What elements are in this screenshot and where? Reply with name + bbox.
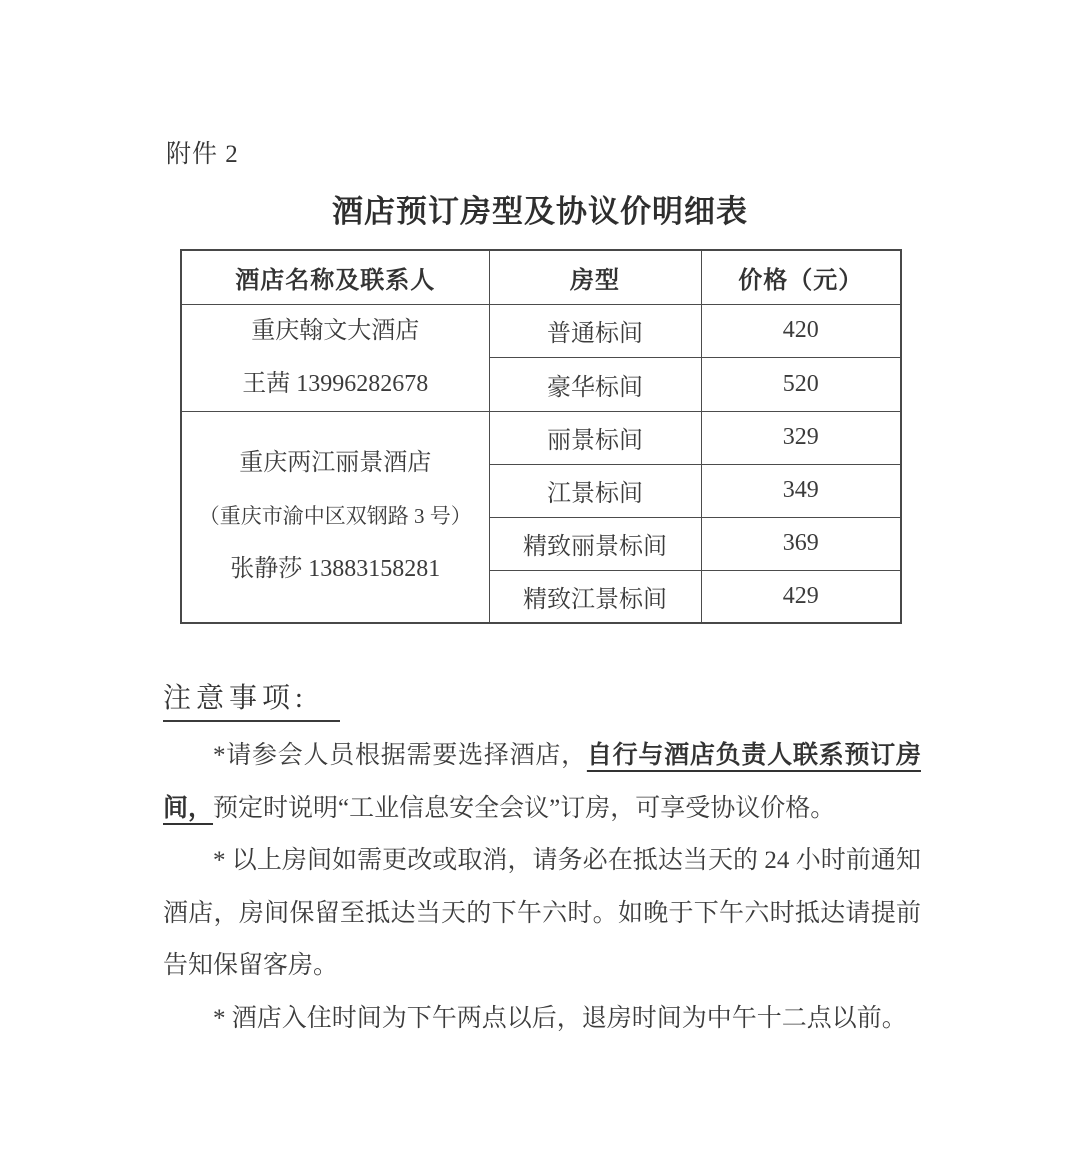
note-1-text-start: *请参会人员根据需要选择酒店， bbox=[213, 742, 587, 769]
price-cell: 520 bbox=[701, 358, 901, 412]
table-header-row bbox=[181, 250, 901, 304]
table-row bbox=[181, 304, 901, 358]
table-row bbox=[181, 411, 901, 464]
price-cell: 420 bbox=[701, 304, 901, 358]
hotel-1-contact: 王茜 13996282678 bbox=[242, 370, 429, 397]
room-type-cell: 精致丽景标间 bbox=[489, 517, 701, 570]
note-paragraph-2: * 以上房间如需更改或取消，请务必在抵达当天的 24 小时前通知酒店，房间保留至抵达当天的下午六时。如晚于下午六时抵达请提前告知保留客房。 bbox=[163, 847, 921, 979]
price-cell: 429 bbox=[701, 570, 901, 623]
notes-heading bbox=[163, 676, 921, 722]
note-1-text-end: 预定时说明“工业信息安全会议”订房，可享受协议价格。 bbox=[213, 794, 836, 822]
col-header-room-type: 房型 bbox=[489, 250, 701, 304]
hotel-2-contact: 张静莎 13883158281 bbox=[230, 556, 441, 583]
col-header-hotel-name: 酒店名称及联系人 bbox=[181, 250, 489, 304]
attachment-label: 附件 2 bbox=[166, 141, 239, 168]
hotel-1-cell bbox=[181, 304, 489, 411]
note-paragraph-1 bbox=[163, 730, 921, 835]
page-title: 酒店预订房型及协议价明细表 bbox=[332, 194, 748, 229]
price-cell: 329 bbox=[701, 411, 901, 464]
price-cell: 349 bbox=[701, 464, 901, 517]
room-type-cell: 普通标间 bbox=[489, 304, 701, 358]
room-type-cell: 江景标间 bbox=[489, 464, 701, 517]
hotel-2-cell bbox=[181, 411, 489, 623]
note-1-emphasized-text: 自行与酒店负责人联系预订房间， bbox=[163, 742, 921, 822]
price-cell: 369 bbox=[701, 517, 901, 570]
room-type-cell: 精致江景标间 bbox=[489, 570, 701, 623]
hotel-2-name: 重庆两江丽景酒店 bbox=[239, 450, 432, 477]
hotel-price-table bbox=[180, 249, 902, 624]
hotel-1-name: 重庆翰文大酒店 bbox=[251, 317, 420, 344]
note-paragraph-3: * 酒店入住时间为下午两点以后，退房时间为中午十二点以前。 bbox=[213, 1004, 907, 1032]
room-type-cell: 丽景标间 bbox=[489, 411, 701, 464]
notes-section bbox=[163, 676, 921, 1045]
col-header-price: 价格（元） bbox=[701, 250, 901, 304]
notes-heading-text: 注意事项: bbox=[163, 676, 340, 722]
hotel-2-address: （重庆市渝中区双钢路 3 号） bbox=[198, 504, 472, 529]
room-type-cell: 豪华标间 bbox=[489, 358, 701, 412]
